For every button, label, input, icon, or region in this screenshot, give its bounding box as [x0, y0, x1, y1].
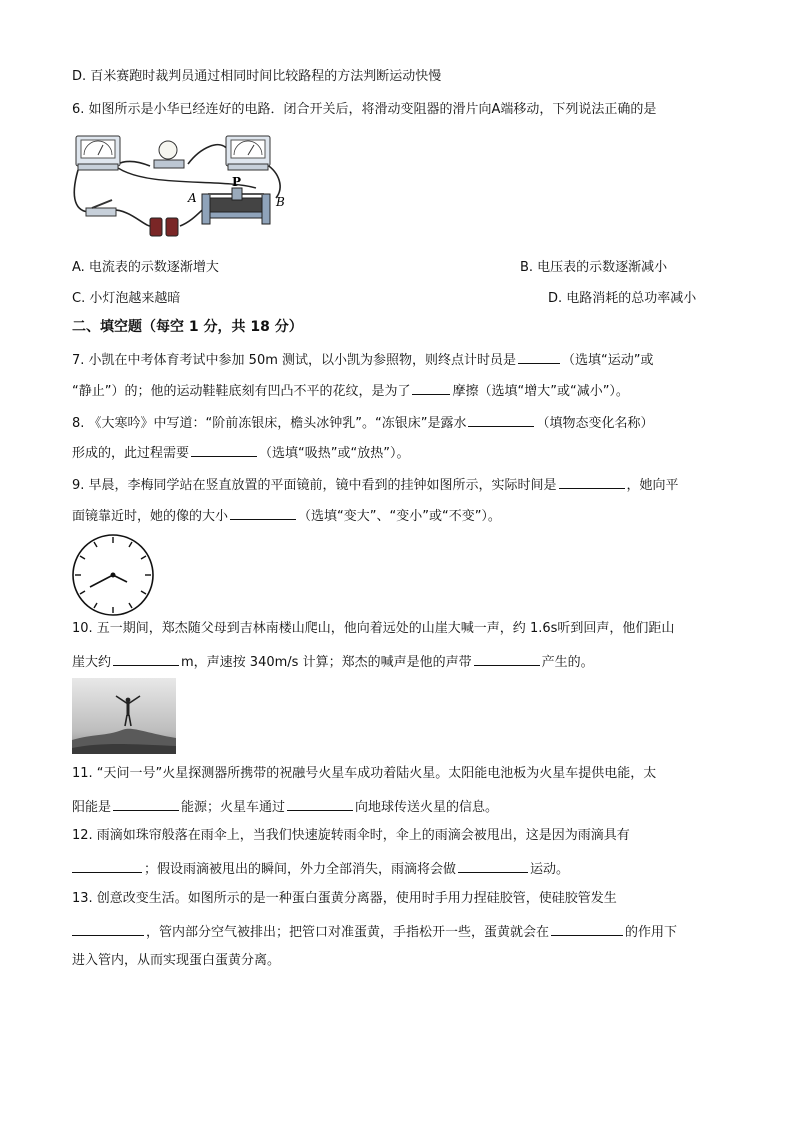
- q7-line1: [72, 349, 654, 370]
- q11-line2: [72, 796, 498, 817]
- q6-option-c: C. 小灯泡越来越暗: [72, 291, 181, 306]
- q9-line1: [72, 474, 679, 495]
- answer-blank[interactable]: [458, 858, 528, 873]
- answer-blank[interactable]: [287, 796, 353, 811]
- q9-line2: [72, 505, 501, 526]
- q13-text-2a: ，管内部分空气被排出；把管口对准蛋黄，手指松开一些，蛋黄就会在: [146, 925, 550, 940]
- q7-line2: [72, 380, 629, 401]
- q9-text-1a: 9. 早晨，李梅同学站在竖直放置的平面镜前，镜中看到的挂钟如图所示，实际时间是: [72, 478, 557, 493]
- answer-blank[interactable]: [559, 474, 625, 489]
- label-a: A: [188, 191, 197, 205]
- q7-text-1a: 7. 小凯在中考体育考试中参加 50m 测试，以小凯为参照物，则终点计时员是: [72, 353, 517, 368]
- section-heading: 二、填空题（每空 1 分，共 18 分）: [72, 319, 303, 335]
- answer-blank[interactable]: [412, 380, 450, 395]
- label-p: P: [232, 175, 242, 189]
- q6-option-a: A. 电流表的示数逐渐增大: [72, 260, 219, 275]
- answer-blank[interactable]: [230, 505, 296, 520]
- q13-line3: 进入管内，从而实现蛋白蛋黄分离。: [72, 953, 281, 968]
- q8-text-1b: （填物态变化名称）: [536, 416, 654, 431]
- q10-line1: 10. 五一期间，郑杰随父母到吉林南楼山爬山，他向着远处的山崖大喊一声，约 1.6s听到回声，他们距山: [72, 621, 675, 636]
- q8-line2: [72, 442, 409, 463]
- q13-line1: 13. 创意改变生活。如图所示的是一种蛋白蛋黄分离器，使用时手用力捏硅胶管，使硅胶管发生: [72, 891, 617, 906]
- q8-line1: [72, 412, 654, 433]
- q6-option-b: B. 电压表的示数逐渐减小: [520, 260, 668, 275]
- q13-text-2b: 的作用下: [625, 925, 678, 940]
- answer-blank[interactable]: [113, 796, 179, 811]
- q10-text-2a: 崖大约: [72, 655, 112, 670]
- q6-stem: 6. 如图所示是小华已经连好的电路．闭合开关后，将滑动变阻器的滑片向A端移动，下列说法正确的是: [72, 102, 657, 117]
- mountain-photo: [72, 678, 176, 754]
- q11-text-2a: 阳能是: [72, 800, 112, 815]
- circuit-figure: [70, 128, 296, 246]
- answer-blank[interactable]: [518, 349, 560, 364]
- q9-text-2a: 面镜靠近时，她的像的大小: [72, 509, 229, 524]
- q5-option-d: D. 百米赛跑时裁判员通过相同时间比较路程的方法判断运动快慢: [72, 69, 442, 84]
- q7-text-2b: 摩擦（选填“增大”或“减小”）。: [452, 384, 629, 399]
- q11-text-2b: 能源；火星车通过: [181, 800, 286, 815]
- q9-text-1b: ，她向平: [626, 478, 679, 493]
- q12-line2: [72, 858, 569, 879]
- q8-text-2a: 形成的，此过程需要: [72, 446, 190, 461]
- rheostat-icon: [202, 188, 270, 224]
- answer-blank[interactable]: [551, 921, 623, 936]
- q7-text-2a: “静止”）的；他的运动鞋鞋底刻有凹凸不平的花纹，是为了: [72, 384, 411, 399]
- q7-text-1b: （选填“运动”或: [562, 353, 654, 368]
- q11-text-2c: 向地球传送火星的信息。: [355, 800, 499, 815]
- q10-line2: [72, 651, 594, 672]
- answer-blank[interactable]: [113, 651, 179, 666]
- voltmeter-icon: [226, 136, 270, 170]
- lamp-icon: [154, 141, 184, 168]
- q12-text-2b: 运动。: [530, 862, 570, 877]
- q10-text-2c: 产生的。: [541, 655, 594, 670]
- label-b: B: [276, 195, 285, 209]
- q13-line2: [72, 921, 677, 942]
- q9-text-2b: （选填“变大”、“变小”或“不变”）。: [298, 509, 501, 524]
- q10-text-2b: m，声速按 340m/s 计算；郑杰的喊声是他的声带: [181, 655, 472, 670]
- q12-text-2a: ；假设雨滴被甩出的瞬间，外力全部消失，雨滴将会做: [144, 862, 457, 877]
- answer-blank[interactable]: [191, 442, 257, 457]
- answer-blank[interactable]: [72, 921, 144, 936]
- q12-line1: 12. 雨滴如珠帘般落在雨伞上，当我们快速旋转雨伞时，伞上的雨滴会被甩出，这是因为雨滴具有: [72, 828, 630, 843]
- clock-figure: [70, 532, 156, 618]
- answer-blank[interactable]: [474, 651, 540, 666]
- switch-icon: [86, 200, 116, 216]
- q6-option-d: D. 电路消耗的总功率减小: [548, 291, 697, 306]
- battery-icon: [150, 218, 178, 236]
- answer-blank[interactable]: [72, 858, 142, 873]
- q8-text-1a: 8. 《大寒吟》中写道：“阶前冻银床，檐头冰钟乳”。“冻银床”是露水: [72, 416, 467, 431]
- q8-text-2b: （选填“吸热”或“放热”）。: [259, 446, 410, 461]
- ammeter-icon: [76, 136, 120, 170]
- q11-line1: 11. “天问一号”火星探测器所携带的祝融号火星车成功着陆火星。太阳能电池板为火星车提供电能，太: [72, 766, 657, 781]
- answer-blank[interactable]: [468, 412, 534, 427]
